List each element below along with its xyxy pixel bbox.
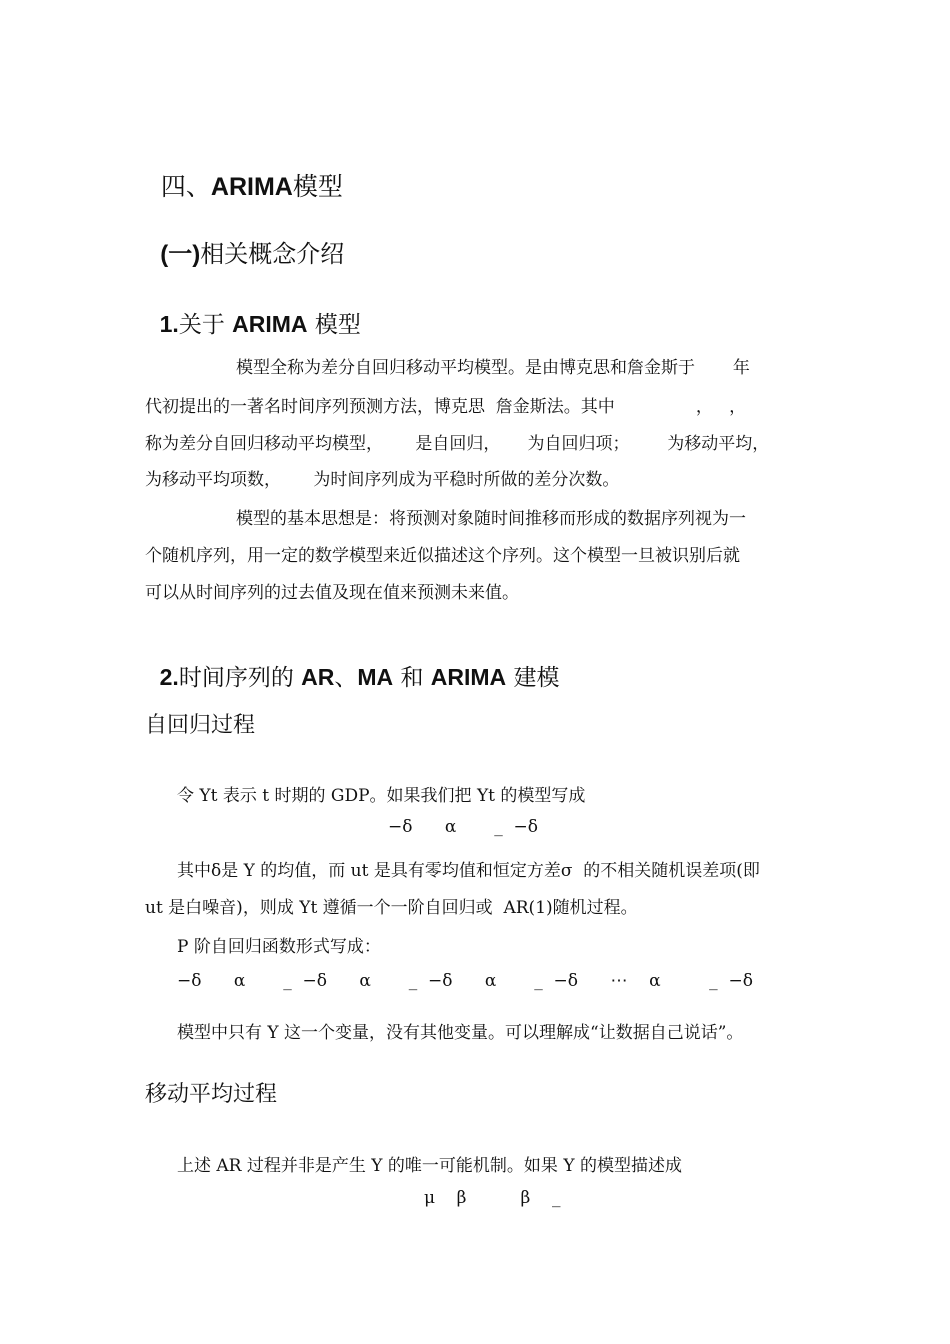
ma-formula: μ β β _: [424, 1188, 561, 1208]
heading-1-arima: ARIMA: [232, 311, 308, 337]
intro-line-1: 模型全称为差分自回归移动平均模型。是由博克思和詹金斯于 年: [236, 358, 750, 378]
heading-1-part-c: 模型: [307, 312, 361, 338]
idea-line-3: 可以从时间序列的过去值及现在值来预测未来值。: [145, 583, 519, 603]
ar-formula-1: −δ α _ −δ: [388, 817, 538, 837]
idea-line-1: 模型的基本思想是：将预测对象随时间推移而形成的数据序列视为一: [236, 509, 746, 529]
ar-heading: 自回归过程: [145, 713, 256, 738]
heading-2-number: 2.: [159, 664, 179, 690]
intro-line-4: 为移动平均项数， 为时间序列成为平稳时所做的差分次数。: [145, 470, 620, 490]
heading-1: [145, 280, 361, 339]
ar-formula-2: −δ α _ −δ α _ −δ α _ −δ ⋯ α _ −δ: [177, 971, 753, 991]
heading-1-part-a: 关于: [178, 312, 233, 338]
ar-text-1: 令 Yt 表示 t 时期的 GDP。如果我们把 Yt 的模型写成: [177, 786, 586, 806]
intro-line-3: 称为差分自回归移动平均模型， 是自回归， 为自回归项； 为移动平均，: [145, 434, 770, 454]
section-title-suffix: 模型: [292, 172, 343, 201]
heading-2-ar: AR: [301, 664, 335, 690]
ar-text-2a: 其中δ是 Y 的均值，而 ut 是具有零均值和恒定方差σ 的不相关随机误差项(即: [177, 861, 760, 881]
heading-1-number: 1.: [159, 311, 179, 337]
idea-line-2: 个随机序列，用一定的数学模型来近似描述这个序列。这个模型一旦被识别后就: [145, 546, 740, 566]
ar-text-2b: ut 是白噪音)，则成 Yt 遵循一个一阶自回归或 AR(1)随机过程。: [145, 898, 638, 918]
heading-2-suffix: 建模: [506, 665, 560, 691]
subsection-title: [145, 206, 344, 269]
heading-2-part-a: 时间序列的: [178, 665, 302, 691]
ar-text-3: P 阶自回归函数形式写成：: [177, 937, 381, 957]
heading-2-sep: 、: [334, 665, 358, 691]
subsection-title-text: 相关概念介绍: [200, 240, 345, 268]
ar-text-4: 模型中只有 Y 这一个变量，没有其他变量。可以理解成“让数据自己说话”。: [177, 1023, 744, 1043]
intro-line-2: 代初提出的一著名时间序列预测方法，博克思 詹金斯法。其中 ， ，: [145, 397, 747, 417]
ma-text-1: 上述 AR 过程并非是产生 Y 的唯一可能机制。如果 Y 的模型描述成: [177, 1156, 682, 1176]
heading-2: [145, 633, 559, 692]
ma-heading: 移动平均过程: [145, 1082, 278, 1107]
heading-2-ma: MA: [357, 664, 394, 690]
section-title: [145, 138, 343, 203]
heading-2-arima: ARIMA: [430, 664, 507, 690]
section-title-prefix: 四、: [160, 172, 211, 201]
subsection-title-index: (一): [160, 241, 201, 268]
heading-2-and: 和: [393, 665, 431, 691]
section-title-arima: ARIMA: [210, 173, 293, 201]
